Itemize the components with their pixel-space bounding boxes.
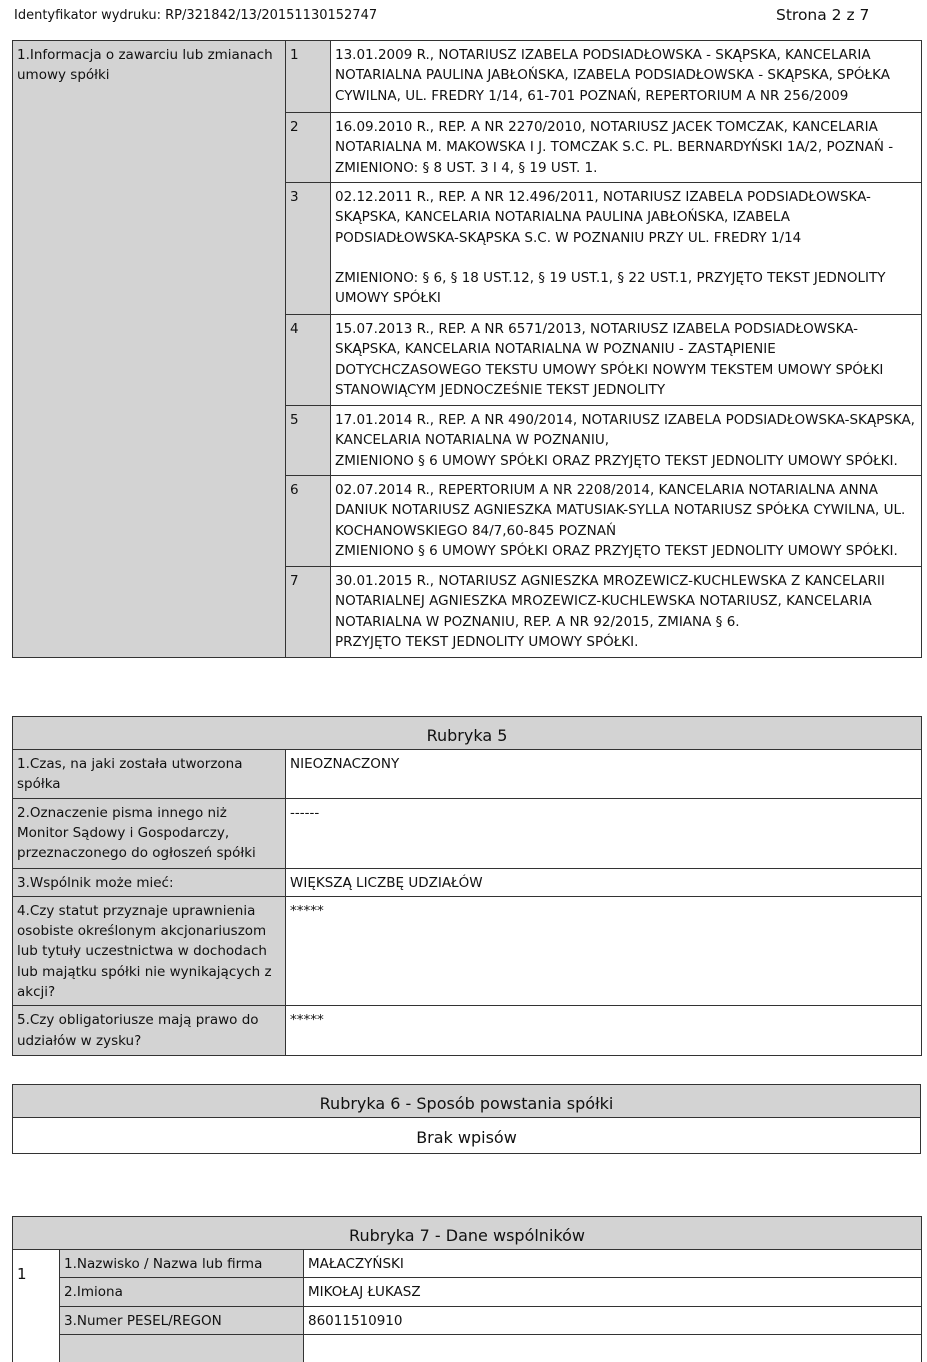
row-text: 02.07.2014 R., REPERTORIUM A NR 2208/2014, KANCELARIA NOTARIALNA ANNA DANIUK NOTARIUSZ AGNIESZKA MATUSIAK-SYLLA NOTARIUSZ SPÓŁKA CYWILNA, UL. KOCHANOWSKIEGO 84/7,60-845 POZNAŃ ZMIENIONO § 6 UMOWY SPÓŁKI ORAZ PRZYJĘTO TEKST JEDNOLITY UMOWY SPÓŁKI. bbox=[331, 476, 922, 567]
table-row bbox=[13, 1306, 922, 1334]
row-text: 13.01.2009 R., NOTARIUSZ IZABELA PODSIADŁOWSKA - SKĄPSKA, KANCELARIA NOTARIALNA PAULINA JABŁOŃSKA, IZABELA PODSIADŁOWSKA - SKĄPSKA, SPÓŁKA CYWILNA, UL. FREDRY 1/14, 61-701 POZNAŃ, REPERTORIUM A NR 256/2009 bbox=[331, 41, 922, 113]
rubryka6-table bbox=[12, 1084, 921, 1154]
table-row bbox=[13, 798, 922, 868]
row-number: 4 bbox=[286, 315, 331, 406]
rubryka5-table bbox=[12, 716, 922, 1056]
entry-number: 1 bbox=[13, 1250, 60, 1362]
row-text: 02.12.2011 R., REP. A NR 12.496/2011, NOTARIUSZ IZABELA PODSIADŁOWSKA-SKĄPSKA, KANCELARIA NOTARIALNA PAULINA JABŁOŃSKA, IZABELA PODSIADŁOWSKA-SKĄPSKA S.C. W POZNANIU PRZY UL. FREDRY 1/14 ZMIENIONO: § 6, § 18 UST.12, § 19 UST.1, § 22 UST.1, PRZYJĘTO TEKST JEDNOLITY UMOWY SPÓŁKI bbox=[331, 183, 922, 315]
row-number: 2 bbox=[286, 113, 331, 183]
table-row bbox=[13, 750, 922, 799]
row-number: 5 bbox=[286, 406, 331, 476]
field-value: ------ bbox=[286, 798, 922, 868]
rubryka6-body: Brak wpisów bbox=[13, 1118, 921, 1154]
field-value: WIĘKSZĄ LICZBĘ UDZIAŁÓW bbox=[286, 868, 922, 896]
field-label: 5.Czy obligatoriusze mają prawo do udziałów w zysku? bbox=[13, 1006, 286, 1056]
field-value: NIEOZNACZONY bbox=[286, 750, 922, 799]
rubryka5-title: Rubryka 5 bbox=[13, 717, 922, 750]
field-label: 1.Czas, na jaki została utworzona spółka bbox=[13, 750, 286, 799]
row-text: 30.01.2015 R., NOTARIUSZ AGNIESZKA MROZEWICZ-KUCHLEWSKA Z KANCELARII NOTARIALNEJ AGNIESZKA MROZEWICZ-KUCHLEWSKA NOTARIUSZ, KANCELARIA NOTARIALNA W POZNANIU, REP. A NR 92/2015, ZMIANA § 6. PRZYJĘTO TEKST JEDNOLITY UMOWY SPÓŁKI. bbox=[331, 567, 922, 658]
field-label: 3.Wspólnik może mieć: bbox=[13, 868, 286, 896]
table-row bbox=[13, 1250, 922, 1278]
page-number: Strona 2 z 7 bbox=[776, 6, 870, 24]
field-label: 1.Nazwisko / Nazwa lub firma bbox=[60, 1250, 304, 1278]
changes-row bbox=[13, 41, 922, 113]
row-number: 3 bbox=[286, 183, 331, 315]
print-identifier: Identyfikator wydruku: RP/321842/13/20151130152747 bbox=[14, 8, 378, 23]
row-number: 1 bbox=[286, 41, 331, 113]
rubryka6-title: Rubryka 6 - Sposób powstania spółki bbox=[13, 1085, 921, 1118]
field-value: MAŁACZYŃSKI bbox=[304, 1250, 922, 1278]
field-label: 2.Oznaczenie pisma innego niż Monitor Sądowy i Gospodarczy, przeznaczonego do ogłoszeń spółki bbox=[13, 798, 286, 868]
field-value: MIKOŁAJ ŁUKASZ bbox=[304, 1278, 922, 1306]
rubryka7-table bbox=[12, 1216, 922, 1362]
field-label: 3.Numer PESEL/REGON bbox=[60, 1306, 304, 1334]
table-row bbox=[13, 896, 922, 1005]
row-number: 7 bbox=[286, 567, 331, 658]
field-label: 2.Imiona bbox=[60, 1278, 304, 1306]
row-number: 6 bbox=[286, 476, 331, 567]
table-row bbox=[13, 1006, 922, 1056]
row-text: 15.07.2013 R., REP. A NR 6571/2013, NOTARIUSZ IZABELA PODSIADŁOWSKA-SKĄPSKA, KANCELARIA NOTARIALNA W POZNANIU - ZASTĄPIENIE DOTYCHCZASOWEGO TEKSTU UMOWY SPÓŁKI NOWYM TEKSTEM UMOWY SPÓŁKI STANOWIĄCYM JEDNOCZEŚNIE TEKST JEDNOLITY bbox=[331, 315, 922, 406]
field-value-cut bbox=[304, 1334, 922, 1362]
field-label-cut bbox=[60, 1334, 304, 1362]
field-value: 86011510910 bbox=[304, 1306, 922, 1334]
rubryka7-title: Rubryka 7 - Dane wspólników bbox=[13, 1217, 922, 1250]
row-text: 16.09.2010 R., REP. A NR 2270/2010, NOTARIUSZ JACEK TOMCZAK, KANCELARIA NOTARIALNA M. MAKOWSKA I J. TOMCZAK S.C. PL. BERNARDYŃSKI 1A/2, POZNAŃ - ZMIENIONO: § 8 UST. 3 I 4, § 19 UST. 1. bbox=[331, 113, 922, 183]
table-row bbox=[13, 1278, 922, 1306]
table-row bbox=[13, 868, 922, 896]
row-text: 17.01.2014 R., REP. A NR 490/2014, NOTARIUSZ IZABELA PODSIADŁOWSKA-SKĄPSKA, KANCELARIA NOTARIALNA W POZNANIU, ZMIENIONO § 6 UMOWY SPÓŁKI ORAZ PRZYJĘTO TEKST JEDNOLITY UMOWY SPÓŁKI. bbox=[331, 406, 922, 476]
field-value: ***** bbox=[286, 1006, 922, 1056]
changes-table bbox=[12, 40, 922, 658]
field-label: 4.Czy statut przyznaje uprawnienia osobiste określonym akcjonariuszom lub tytuły uczestnictwa w dochodach lub majątku spółki nie wynikających z akcji? bbox=[13, 896, 286, 1005]
field-value: ***** bbox=[286, 896, 922, 1005]
changes-label: 1.Informacja o zawarciu lub zmianach umowy spółki bbox=[13, 41, 286, 658]
